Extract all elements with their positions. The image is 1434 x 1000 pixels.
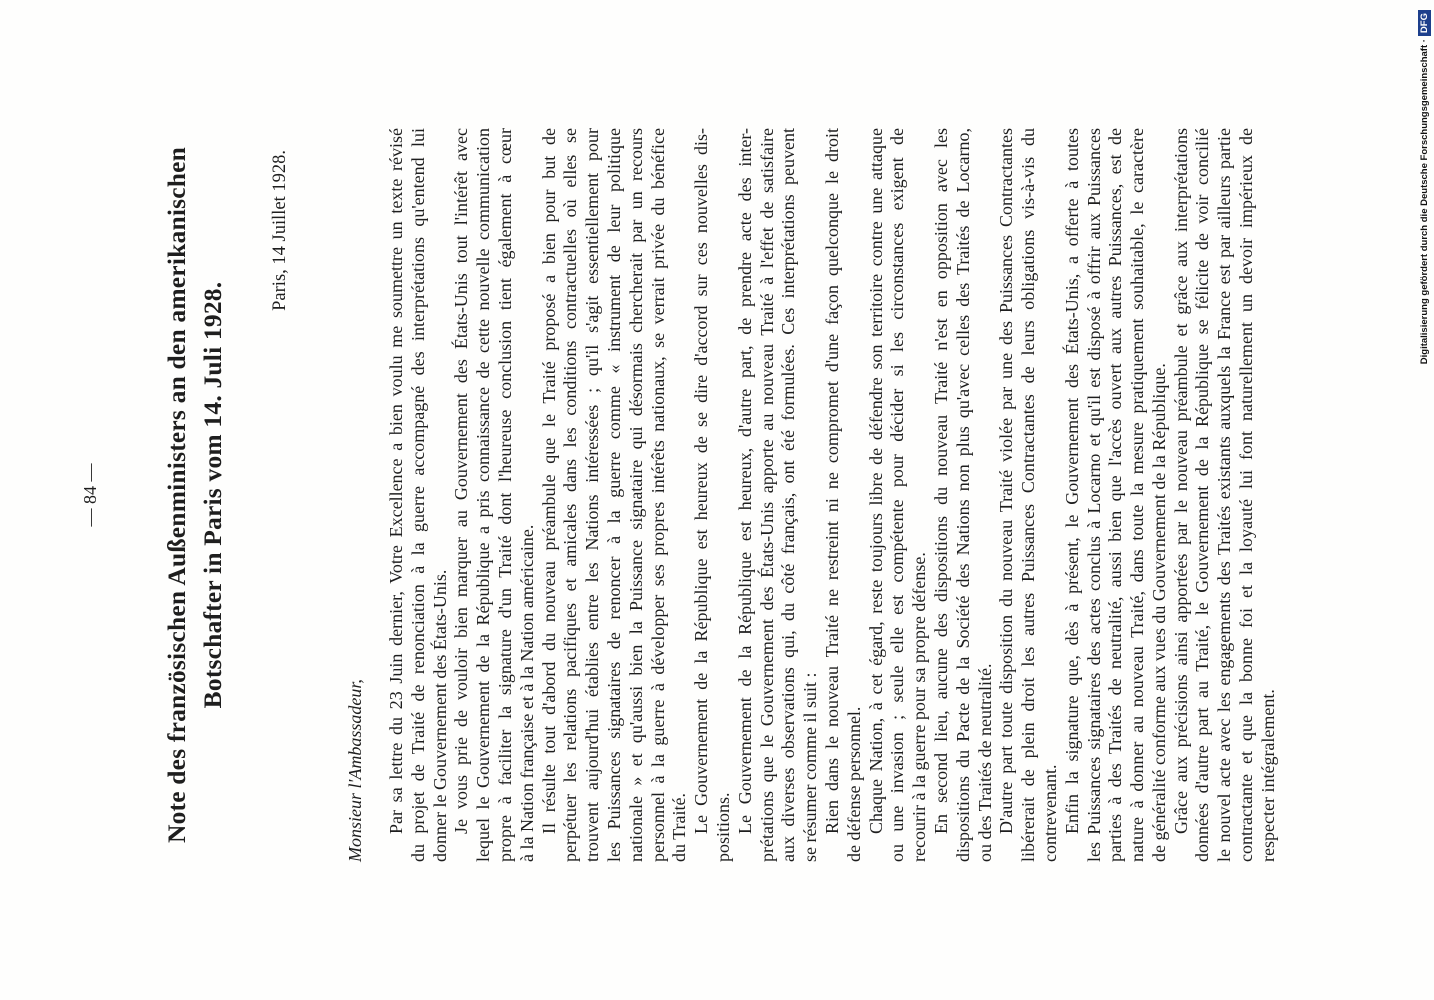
text-line: Par sa lettre du 23 Juin dernier, Votre Excellence a bien voulu me soumettre un texte révisé (386, 128, 406, 834)
paragraph (931, 128, 996, 862)
text-line: positions. (712, 792, 733, 862)
text-line: respecter intégralement. (1257, 689, 1278, 862)
document-title (159, 130, 231, 860)
text-line: Je vous prie de vouloir bien marquer au Gouvernement des États-Unis tout l'intérêt avec (451, 128, 472, 834)
text-line: Il résulte tout d'abord du nouveau préambule que le Traité proposé a bien pour but de (538, 128, 559, 834)
paragraph (386, 128, 451, 862)
title-line: Botschafter in Paris vom 14. Juli 1928. (198, 281, 227, 709)
paragraph (1171, 128, 1280, 862)
text-line: donner le Gouvernement des États-Unis. (429, 569, 450, 862)
text-line: les Puissances signataires de renoncer à la guerre comme « instrument de leur politique (603, 128, 624, 862)
paragraph (735, 128, 822, 862)
text-line: perpétuer les relations pacifiques et amicales dans les conditions contractuelles où elles se (560, 128, 581, 862)
text-line: recourir à la guerre pour sa propre défense. (909, 552, 930, 862)
paragraph (996, 128, 1061, 862)
digitization-credit (1418, 10, 1432, 364)
paragraph (1062, 128, 1171, 862)
text-line: Enfin la signature que, dès à présent, le Gouvernement des États-Unis, a offerte à toutes (1061, 128, 1082, 834)
dateline: Paris, 14 Juillet 1928. (270, 150, 290, 311)
text-line: à la Nation française et à la Nation américaine. (516, 524, 537, 862)
text-line: se résumer comme il suit : (800, 672, 821, 862)
page-number: — 84 — (80, 463, 100, 527)
text-line: nationale » et qu'aussi bien la Puissance signataire qui désormais chercherait par un recours (625, 128, 646, 862)
credit-text: Digitalisierung gefördert durch die Deutsche Forschungsgemeinschaft · (1419, 39, 1430, 365)
salutation: Monsieur l'Ambassadeur, (345, 679, 365, 862)
paragraph (691, 128, 735, 862)
paragraph (451, 128, 538, 862)
title-line: Note des französischen Außenministers an den amerikanischen (162, 146, 191, 844)
text-line: parties à des Traités de neutralité, aussi bien que l'accès ouvert aux autres Puissances, est de (1105, 128, 1126, 862)
text-line: Rien dans le nouveau Traité ne restreint ni ne compromet d'une façon quelconque le droit (821, 128, 842, 834)
text-line: de généralité conforme aux vues du Gouvernement de la République. (1148, 363, 1169, 862)
text-line: personnel à la guerre à développer ses propres intérêts nationaux, se verrait privée du bénéfice (647, 128, 668, 862)
text-line: lequel le Gouvernement de la République a pris connaissance de cette nouvelle communication (473, 128, 494, 862)
text-line: ou une invasion ; seule elle est compétente pour décider si les circonstances exigent de (887, 128, 908, 862)
text-line: contrevenant. (1039, 764, 1060, 862)
dfg-logo: DFG (1418, 10, 1431, 36)
text-line: données d'autre part au Traité, le Gouvernement de la République se félicite de voir concilié (1192, 128, 1213, 862)
paragraph (866, 128, 931, 862)
text-line: contractante et que la bonne foi et la loyauté lui font naturellement un devoir impérieux de (1236, 128, 1257, 862)
text-line: nature à donner au nouveau Traité, dans toute la mesure pratiquement souhaitable, le caractère (1127, 128, 1148, 862)
text-line: libérerait de plein droit les autres Puissances Contractantes de leurs obligations vis-à-vis du (1018, 128, 1039, 862)
text-line: le nouvel acte avec les engagements des Traités existants auxquels la France est par ailleurs partie (1214, 128, 1235, 862)
text-line: du Traité. (669, 792, 690, 862)
text-line: du projet de Traité de renonciation à la guerre accompagné des interprétations qu'entend lui (407, 128, 428, 862)
text-line: En second lieu, aucune des dispositions du nouveau Traité n'est en opposition avec les (930, 128, 951, 834)
text-line: dispositions du Pacte de la Société des Nations non plus qu'avec celles des Traités de Locarno, (952, 128, 973, 862)
text-line: D'autre part toute disposition du nouveau Traité violée par une des Puissances Contractantes (996, 128, 1017, 834)
text-line: Le Gouvernement de la République est heureux de se dire d'accord sur ces nouvelles dis- (691, 128, 712, 834)
text-line: propre à faciliter la signature d'un Traité dont l'heureuse conclusion tient également à cœur (494, 128, 515, 862)
text-line: Le Gouvernement de la République est heureux, d'autre part, de prendre acte des inter- (734, 128, 755, 834)
paragraph (822, 128, 866, 862)
text-line: de défense personnel. (843, 706, 864, 862)
text-line: les Puissances signataires des actes conclus à Locarno et qu'il est disposé à offrir aux Puissances (1083, 128, 1104, 862)
text-line: ou des Traités de neutralité. (974, 663, 995, 862)
text-line: aux diverses observations qui, du côté français, ont été formulées. Ces interprétations peuvent (778, 128, 799, 862)
text-line: trouvent aujourd'hui établies entre les Nations intéressées ; qu'il s'agit essentiellement pour (582, 128, 603, 862)
paragraph (539, 128, 692, 862)
body-text (386, 128, 1280, 862)
text-line: Chaque Nation, à cet égard, reste toujours libre de défendre son territoire contre une attaque (865, 128, 886, 834)
text-line: Grâce aux précisions ainsi apportées par le nouveau préambule et grâce aux interprétations (1170, 128, 1191, 834)
text-line: prétations que le Gouvernement des États-Unis apporte au nouveau Traité à l'effet de satisfaire (756, 128, 777, 862)
